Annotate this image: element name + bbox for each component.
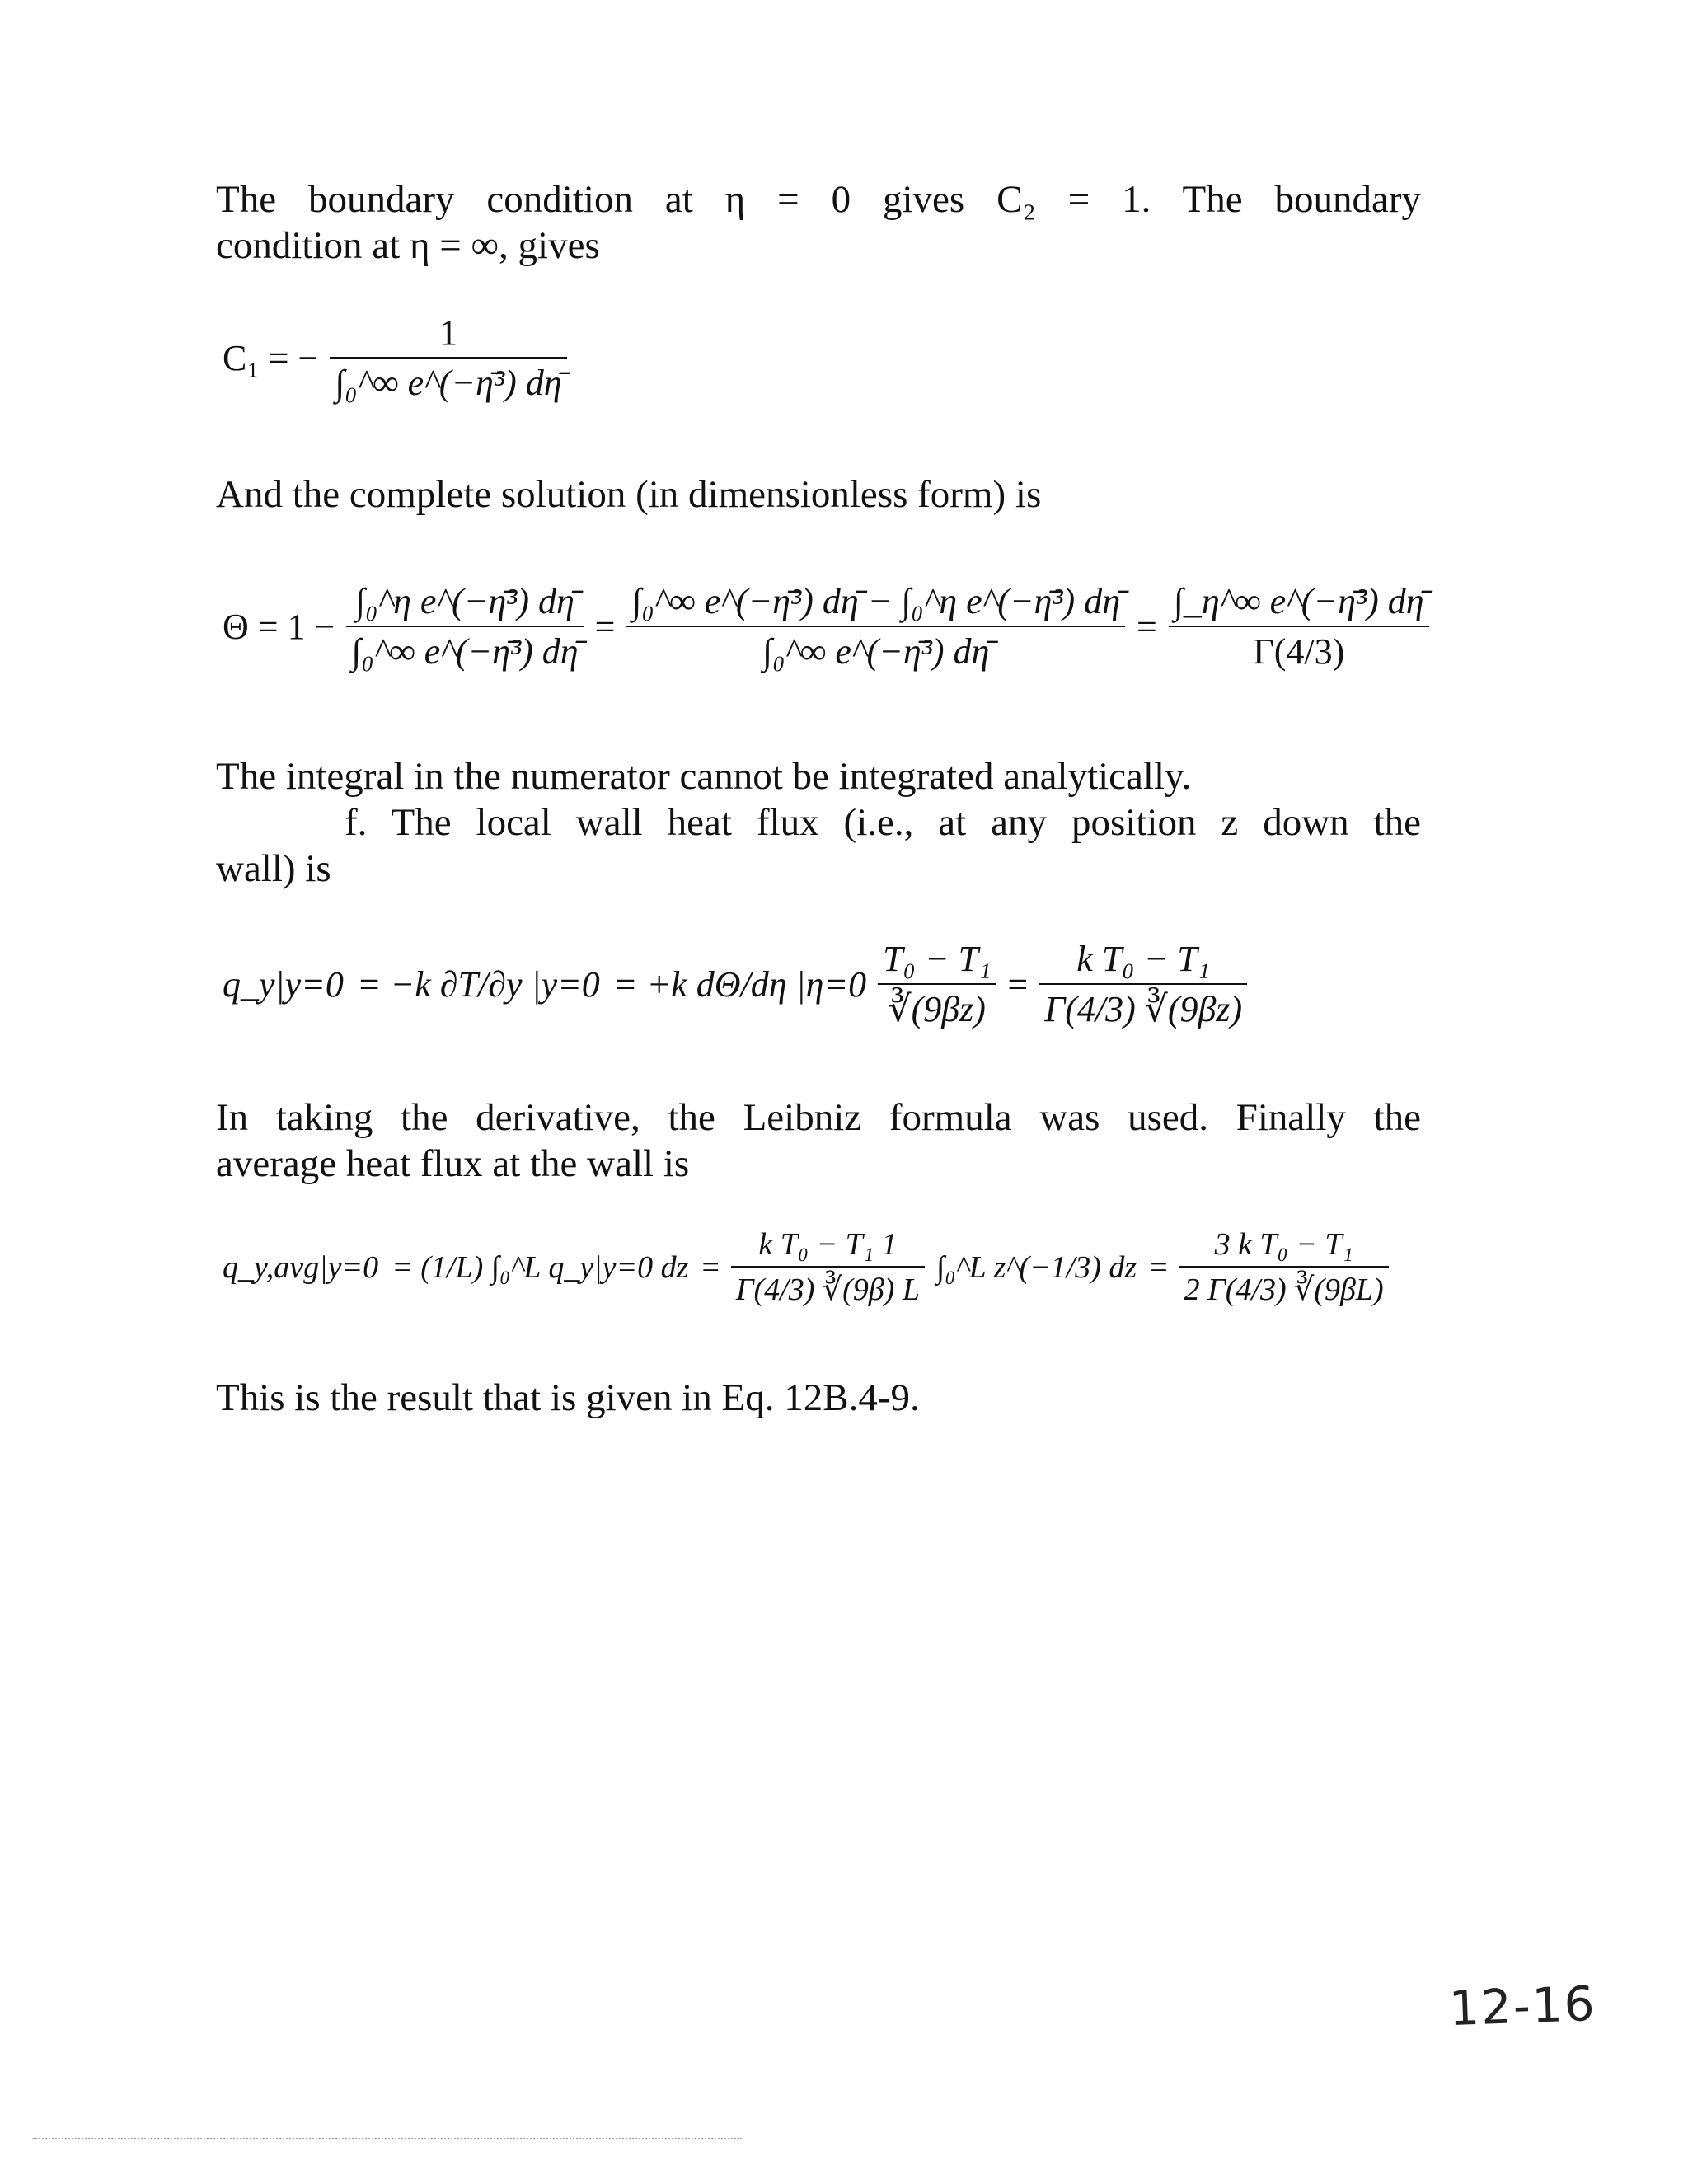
eq-term: = (1/L) ∫₀^L q_y|y=0 dz <box>392 1249 689 1285</box>
text-line: And the complete solution (in dimensionless form) is <box>216 473 1042 516</box>
equation-local-flux <box>216 938 1252 1030</box>
eq-numerator: k T₀ − T₁ 1 <box>731 1226 925 1268</box>
eq-equals: = <box>701 1249 720 1285</box>
eq-denominator: ∫₀^∞ e^(−η̄³) dη̄ <box>762 631 990 672</box>
eq-equals: = <box>1007 963 1029 1005</box>
paragraph-complete-solution <box>216 471 1421 518</box>
eq-denominator: ∫₀^∞ e^(−η̄³) dη̄ <box>351 631 579 672</box>
text-line: The boundary condition at η = 0 gives C₂ = 1. The boundary <box>216 178 1421 221</box>
eq-fraction <box>731 1226 925 1308</box>
text-line: In taking the derivative, the Leibniz formula was used. Finally the <box>216 1096 1421 1139</box>
paragraph-average-heat-flux <box>216 1094 1421 1187</box>
equation-c1 <box>216 312 572 404</box>
eq-denominator: Γ(4/3) <box>1253 631 1345 672</box>
eq-numerator: k T₀ − T₁ <box>1039 938 1247 985</box>
eq-numerator: 3 k T₀ − T₁ <box>1179 1226 1389 1268</box>
paragraph-result <box>216 1375 1421 1421</box>
text-line: This is the result that is given in Eq. 12B.4-9. <box>216 1376 920 1419</box>
eq-equals: = <box>1137 606 1157 647</box>
eq-lhs: Θ = 1 − <box>223 606 335 647</box>
eq-lhs: C₁ = − <box>223 337 319 378</box>
eq-numerator: 1 <box>330 312 566 359</box>
eq-denominator: ∫₀^∞ e^(−η̄³) dη̄ <box>335 363 562 403</box>
paragraph-local-heat-flux <box>216 753 1421 892</box>
eq-equals: = <box>1150 1249 1168 1285</box>
eq-denominator: 2 Γ(4/3) ∛(9βL) <box>1184 1272 1384 1307</box>
eq-fraction <box>330 312 566 404</box>
text-line: wall) is <box>216 847 331 890</box>
eq-fraction <box>1169 580 1429 673</box>
scan-artifact <box>33 2138 742 2139</box>
eq-fraction <box>1039 938 1247 1030</box>
eq-denominator: Γ(4/3) ∛(9β) L <box>735 1272 920 1307</box>
eq-numerator: T₀ − T₁ <box>878 938 996 985</box>
text-line: f. The local wall heat flux (i.e., at any position z down the <box>345 801 1421 844</box>
eq-term: = −k ∂T/∂y |y=0 <box>356 963 600 1005</box>
text-line: average heat flux at the wall is <box>216 1142 690 1185</box>
eq-fraction <box>346 580 583 673</box>
eq-term: ∫₀^L z^(−1/3) dz <box>935 1249 1137 1285</box>
eq-numerator: ∫_η^∞ e^(−η̄³) dη̄ <box>1169 580 1429 627</box>
eq-fraction <box>878 938 996 1030</box>
eq-equals: = <box>594 606 616 647</box>
text-line: condition at η = ∞, gives <box>216 224 600 267</box>
eq-fraction <box>1179 1226 1389 1308</box>
eq-fraction <box>626 580 1125 673</box>
eq-lhs: q_y,avg|y=0 <box>223 1249 379 1285</box>
equation-average-flux <box>216 1226 1394 1308</box>
eq-denominator: Γ(4/3) ∛(9βz) <box>1044 989 1243 1029</box>
eq-term: = +k dΘ/dη |η=0 <box>612 963 867 1005</box>
eq-lhs: q_y|y=0 <box>223 963 344 1005</box>
eq-numerator: ∫₀^∞ e^(−η̄³) dη̄ − ∫₀^η e^(−η̄³) dη̄ <box>626 580 1125 627</box>
eq-numerator: ∫₀^η e^(−η̄³) dη̄ <box>346 580 583 627</box>
text-line: The integral in the numerator cannot be integrated analytically. <box>216 755 1192 798</box>
eq-denominator: ∛(9βz) <box>888 989 986 1029</box>
page-number: 12-16 <box>1447 1975 1597 2037</box>
paragraph-boundary-condition <box>216 176 1421 269</box>
equation-theta <box>216 580 1434 673</box>
